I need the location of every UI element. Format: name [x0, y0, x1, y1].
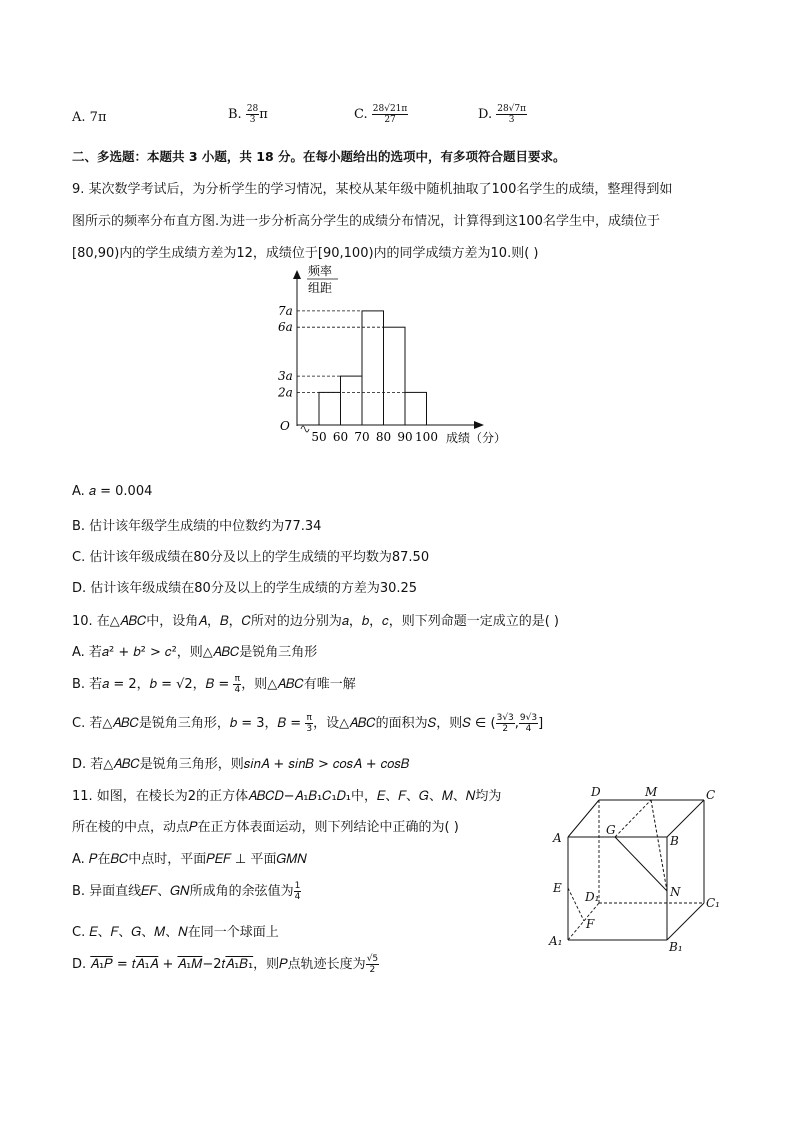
cube-label-n: N — [670, 885, 681, 899]
section-heading: 二、多选题：本题共 3 小题，共 18 分。在每小题给出的选项中，有多项符合题目要求。 — [72, 149, 566, 164]
q10-option-d: D. 若△𝐴𝐵𝐶是锐角三角形，则𝑠𝑖𝑛𝐴 + 𝑠𝑖𝑛𝐵 > 𝑐𝑜𝑠𝐴 + 𝑐𝑜𝑠𝐵 — [72, 757, 410, 772]
q8-option-a-text: 7π — [89, 110, 107, 125]
histogram-y-arrow — [293, 270, 301, 279]
histogram-bar-[70,80) — [362, 311, 384, 425]
histogram-bar-[60,70) — [341, 376, 363, 425]
cube-label-b1: B₁ — [669, 940, 683, 954]
vector-a1a: 𝐴₁𝐴 — [135, 957, 159, 972]
cube-label-m: M — [645, 785, 658, 799]
q11-option-c: C. 𝐸、𝐹、𝐺、𝑀、𝑁在同一个球面上 — [72, 925, 279, 940]
histogram-bar-[90,100) — [405, 392, 427, 425]
q8-option-d: D. $\frac{28√7\pi}{3}$ — [478, 104, 527, 125]
cube-label-g: G — [606, 823, 616, 837]
q9-option-c: C. 估计该年级成绩在80分及以上的学生成绩的平均数为87.50 — [72, 550, 430, 565]
q9-stem-line2: 图所示的频率分布直方图.为进一步分析高分学生的成绩分布情况，计算得到这100名学生中，成绩位于 — [72, 214, 660, 229]
histogram-ytick-7a: 7a — [278, 303, 293, 318]
q8-option-b-fraction: $\frac{28}{3}$ — [246, 104, 259, 125]
histogram-y-label-top: 频率 — [308, 264, 333, 278]
histogram-bar-[80,90) — [384, 327, 406, 425]
q8-option-c: C. $\frac{28√21\pi}{27}$ — [354, 104, 408, 125]
q9-stem-line1: 9. 某次数学考试后，为分析学生的学习情况，某校从某年级中随机抽取了100名学生的成绩，整理得到如 — [72, 182, 673, 197]
histogram-xtick-90: 90 — [397, 430, 413, 444]
q11-option-a: A. 𝑃在𝐵𝐶中点时，平面𝑃𝐸𝐹 ⊥ 平面𝐺𝑀𝑁 — [72, 852, 307, 867]
histogram-xtick-80: 80 — [375, 430, 392, 444]
q9-option-a: A. 𝑎 = 0.004 — [72, 484, 153, 499]
vector-a1m: 𝐴₁𝑀 — [177, 957, 203, 972]
histogram-x-arrow — [474, 421, 484, 429]
q11-stem-line1: 11. 如图，在棱长为2的正方体𝐴𝐵𝐶𝐷−𝐴₁𝐵₁𝐶₁𝐷₁中，𝐸、𝐹、𝐺、𝑀、𝑁均为 — [72, 789, 502, 804]
histogram-xtick-60: 60 — [332, 430, 349, 444]
q8-option-c-fraction: $\frac{28√21\pi}{27}$ — [372, 104, 408, 125]
histogram-ytick-3a: 3a — [278, 369, 293, 384]
segment-gm — [615, 800, 651, 837]
q10-stem: 10. 在△𝐴𝐵𝐶中，设角𝐴，𝐵，𝐶所对的边分别为𝑎，𝑏，𝑐，则下列命题一定成立的是( ) — [72, 614, 559, 629]
vector-a1p: 𝐴₁𝑃 — [90, 957, 113, 972]
histogram-xtick-100: 100 — [415, 430, 438, 444]
q8-option-d-fraction: $\frac{28√7\pi}{3}$ — [497, 104, 527, 125]
q9-option-d: D. 估计该年级成绩在80分及以上的学生成绩的方差为30.25 — [72, 581, 418, 596]
histogram-xtick-70: 70 — [354, 430, 370, 444]
histogram-x-label: 成绩（分） — [446, 431, 507, 445]
q10-option-b: B. 若𝑎 = 2，𝑏 = √2，𝐵 = $\frac{\pi}{4}$ ，则△𝐴𝐵𝐶有唯一解 — [72, 674, 356, 695]
q8-option-b: B. $\frac{28}{3}$ π — [228, 104, 268, 125]
axis-break-mark — [301, 426, 309, 432]
cube-label-a: A — [553, 831, 562, 845]
q10-option-a: A. 若𝑎² + 𝑏² > 𝑐²，则△𝐴𝐵𝐶是锐角三角形 — [72, 645, 318, 660]
frequency-histogram — [268, 258, 507, 448]
vector-a1b1: 𝐴₁𝐵₁ — [225, 957, 254, 972]
histogram-xtick-50: 50 — [311, 430, 327, 444]
cube-edge-b1c1 — [667, 903, 704, 940]
cube-figure — [544, 785, 724, 955]
cube-label-e: E — [553, 881, 562, 895]
histogram-ytick-2a: 2a — [278, 385, 293, 400]
cube-label-f: F — [586, 917, 595, 931]
cube-label-b: B — [670, 834, 679, 848]
cube-edge-a1d1-hidden — [568, 903, 599, 940]
q11-option-b: B. 异面直线𝐸𝐹、𝐺𝑁所成角的余弦值为 $\frac{1}{4}$ — [72, 881, 301, 902]
q9-stem-line3: [80,90)内的学生成绩方差为12，成绩位于[90,100)内的同学成绩方差为10.则( ) — [72, 246, 539, 261]
q11-option-d: D. 𝐴₁𝑃 = 𝑡𝐴₁𝐴 + 𝐴₁𝑀−2𝑡𝐴₁𝐵₁，则𝑃点轨迹长度为 $\frac{√5}{2}$ — [72, 954, 379, 975]
q11-stem-line2: 所在棱的中点，动点𝑃在正方体表面运动，则下列结论中正确的为( ) — [72, 820, 459, 835]
cube-label-a1: A₁ — [549, 934, 563, 948]
histogram-bar-[50,60) — [319, 392, 341, 425]
q9-option-b: B. 估计该年级学生成绩的中位数约为77.34 — [72, 519, 322, 534]
q8-option-a: A. 7π — [72, 110, 107, 125]
cube-edge-ad — [568, 800, 599, 837]
cube-label-c1: C₁ — [706, 896, 720, 910]
histogram-ytick-6a: 6a — [278, 320, 293, 335]
histogram-origin: O — [280, 419, 290, 433]
q10-option-c: C. 若△𝐴𝐵𝐶是锐角三角形，𝑏 = 3，𝐵 = $\frac{\pi}{3}$ ，设△𝐴𝐵𝐶的面积为𝑆，则𝑆 ∈ ( $\frac{3√3}{2}$ , $\frac{9√3}{4}$ ] — [72, 713, 544, 734]
cube-label-d1: D₁ — [585, 890, 600, 904]
cube-edge-bc — [667, 800, 704, 837]
segment-ef — [568, 888, 584, 921]
cube-label-c: C — [706, 788, 716, 802]
histogram-y-label-bottom: 组距 — [308, 281, 333, 295]
cube-label-d: D — [591, 785, 601, 799]
